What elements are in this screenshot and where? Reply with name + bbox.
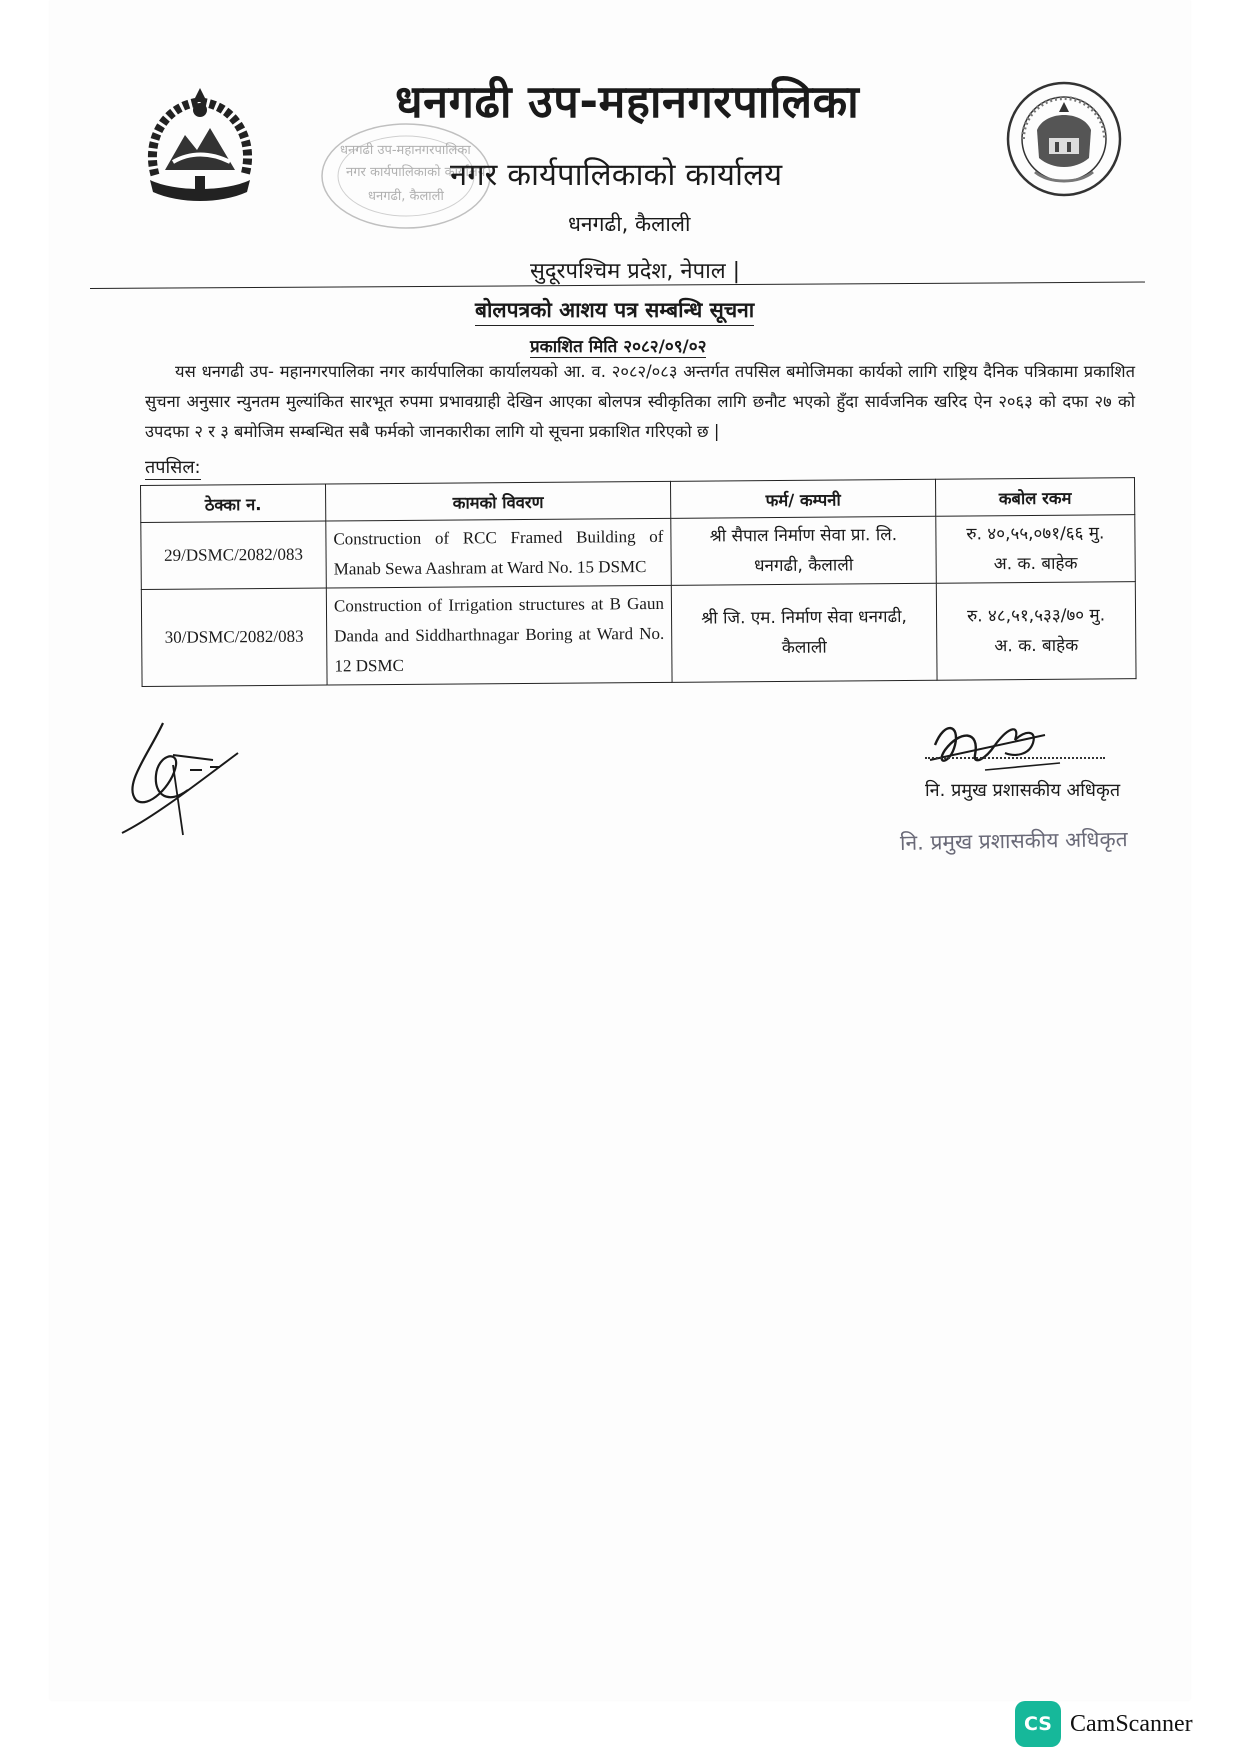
- stamp-line-3: धनगढी, कैलाली: [368, 189, 444, 204]
- left-signature: [118, 715, 273, 845]
- description-cell: Construction of RCC Framed Building of Manab Sewa Aashram at Ward No. 15 DSMC: [326, 518, 672, 588]
- amount-note: अ. क. बाहेक: [994, 635, 1079, 657]
- camscanner-logo-text: CS: [1024, 1713, 1052, 1735]
- amount-value: रु. ४०,५५,०७१/६६ मु.: [966, 523, 1105, 545]
- amount-cell: [936, 582, 1136, 681]
- table-row: [141, 582, 1136, 687]
- office-province: सुदूरपश्चिम प्रदेश, नेपाल |: [530, 259, 741, 284]
- stamp-line-1: धनगढी उप-महानगरपालिका: [340, 143, 471, 158]
- amount-note: अ. क. बाहेक: [993, 553, 1078, 575]
- publication-date: प्रकाशित मिति २०८२/०९/०२: [530, 334, 706, 358]
- description-cell: Construction of Irrigation structures at B Gaun Danda and Siddharthnagar Boring at Ward No. 12 DSMC: [326, 585, 672, 685]
- signatory-title: नि. प्रमुख प्रशासकीय अधिकृत: [925, 780, 1121, 801]
- header-amount: कबोल रकम: [935, 478, 1134, 517]
- stamp-line-2: नगर कार्यपालिकाको कार्यालय: [346, 165, 486, 180]
- table-row: [141, 515, 1135, 590]
- notice-body: यस धनगढी उप- महानगरपालिका नगर कार्यपालिका कार्यालयको आ. व. २०८२/०८३ अन्तर्गत तपसिल बमोजिमका कार्यको लागि राष्ट्रिय दैनिक पत्रिकामा प्रकाशित सुचना अनुसार न्युनतम मुल्यांकित सारभूत रुपमा प्रभावग्राही देखिन आएका बोलपत्र स्वीकृतिका लागि छनौट भएको हुँदा सार्वजनिक खरिद ऐन २०६३ को दफा २७ को उपदफा २ र ३ बमोजिम सम्बन्धित सबै फर्मको जानकारीका लागि यो सूचना प्रकाशित गरिएको छ |: [145, 362, 1135, 441]
- office-city: धनगढी, कैलाली: [568, 212, 691, 236]
- signature-line: [925, 757, 1105, 759]
- firm-name: श्री सैपाल निर्माण सेवा प्रा. लि.: [709, 525, 898, 547]
- officer-signature: [925, 715, 1070, 775]
- firm-cell: [671, 583, 937, 682]
- firm-cell: [671, 516, 937, 585]
- nepal-emblem-icon: [135, 80, 265, 215]
- municipal-seal-icon: [1005, 80, 1123, 198]
- camscanner-logo-icon: [1015, 1701, 1061, 1747]
- amount-cell: [936, 515, 1136, 584]
- header-contract-no: ठेक्का न.: [141, 484, 326, 522]
- contract-no-cell: 30/DSMC/2082/083: [141, 588, 327, 686]
- contract-table: [140, 477, 1137, 687]
- notice-title: बोलपत्रको आशय पत्र सम्बन्धि सूचना: [475, 296, 754, 326]
- office-name: नगर कार्यपालिकाको कार्यालय: [450, 157, 783, 193]
- contract-no-cell: 29/DSMC/2082/083: [141, 521, 327, 589]
- signatory-stamp: नि. प्रमुख प्रशासकीय अधिकृत: [899, 827, 1128, 855]
- camscanner-name: CamScanner: [1070, 1711, 1193, 1737]
- header-description: कामको विवरण: [325, 481, 670, 521]
- firm-address: कैलाली: [781, 637, 827, 658]
- details-label: तपसिल:: [145, 457, 201, 478]
- amount-value: रु. ४८,५१,५३३/७० मु.: [966, 605, 1106, 627]
- municipality-title: धनगढी उप-महानगरपालिका: [395, 75, 860, 128]
- firm-address: धनगढी, कैलाली: [753, 555, 854, 577]
- firm-name: श्री जि. एम. निर्माण सेवा धनगढी,: [701, 606, 907, 629]
- header-firm: फर्म/ कम्पनी: [670, 479, 935, 518]
